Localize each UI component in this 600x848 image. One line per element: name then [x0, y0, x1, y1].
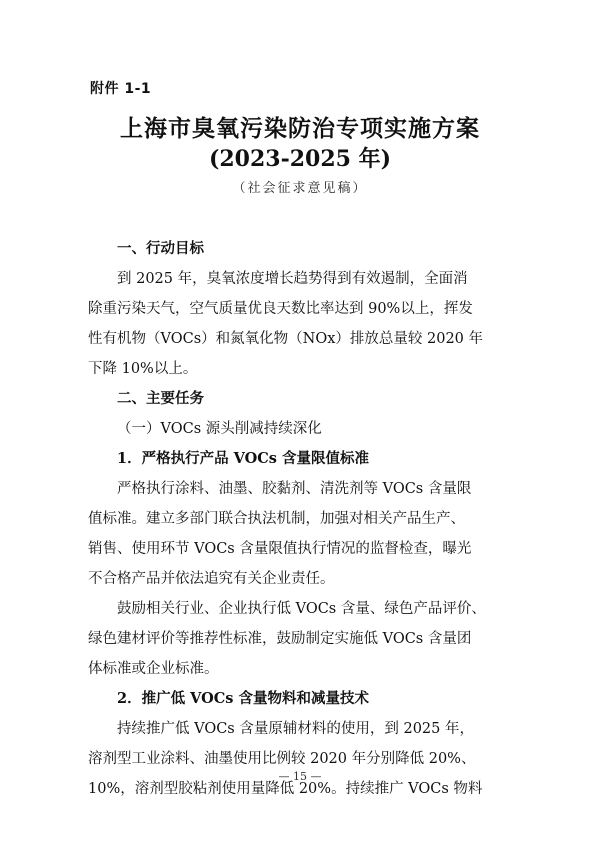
subsection-heading: （一）VOCs 源头削减持续深化 [117, 421, 322, 437]
paragraph-line: 值标准。建立多部门联合执法机制，加强对相关产品生产、 [88, 511, 465, 527]
paragraph-line: 10%，溶剂型胶粘剂使用量降低 20%。持续推广 VOCs 物料 [88, 781, 483, 797]
section-1-heading: 一、行动目标 [117, 241, 204, 257]
paragraph-line: 严格执行涂料、油墨、胶黏剂、清洗剂等 VOCs 含量限 [117, 481, 472, 497]
paragraph-line: 除重污染天气，空气质量优良天数比率达到 90%以上，挥发 [88, 301, 473, 317]
paragraph-line: 体标准或企业标准。 [88, 661, 219, 677]
paragraph-line: 下降 10%以上。 [88, 361, 198, 377]
document-subtitle: （社会征求意见稿） [232, 181, 368, 196]
section-2-heading: 二、主要任务 [117, 391, 204, 407]
item-2-title: 2．推广低 VOCs 含量物料和减量技术 [117, 690, 370, 707]
section-2 [88, 384, 518, 804]
item-2-paragraph-1 [88, 714, 518, 804]
paragraph-line: 鼓励相关行业、企业执行低 VOCs 含量、绿色产品评价、 [117, 601, 486, 617]
paragraph-line: 性有机物（VOCs）和氮氧化物（NOx）排放总量较 2020 年 [88, 331, 484, 347]
attachment-label: 附件 1-1 [90, 81, 152, 97]
document-title-years: (2023-2025 年) [208, 146, 392, 172]
paragraph-line: 绿色建材评价等推荐性标准，鼓励制定实施低 VOCs 含量团 [88, 631, 472, 647]
paragraph-line: 溶剂型工业涂料、油墨使用比例较 2020 年分别降低 20%、 [88, 751, 476, 767]
paragraph-line: 不合格产品并依法追究有关企业责任。 [88, 571, 335, 587]
paragraph-line: 持续推广低 VOCs 含量原辅材料的使用，到 2025 年， [117, 721, 474, 737]
section-1-paragraph [88, 264, 518, 384]
paragraph-line: 销售、使用环节 VOCs 含量限值执行情况的监督检查，曝光 [88, 541, 472, 557]
item-1-title: 1．严格执行产品 VOCs 含量限值标准 [117, 450, 370, 467]
page-number: — 15 — [278, 770, 322, 783]
section-1 [88, 234, 518, 384]
paragraph-line: 到 2025 年，臭氧浓度增长趋势得到有效遏制，全面消 [117, 271, 468, 287]
item-1-paragraph-2 [88, 594, 518, 684]
document-title: 上海市臭氧污染防治专项实施方案 [120, 115, 480, 142]
item-1-paragraph-1 [88, 474, 518, 594]
